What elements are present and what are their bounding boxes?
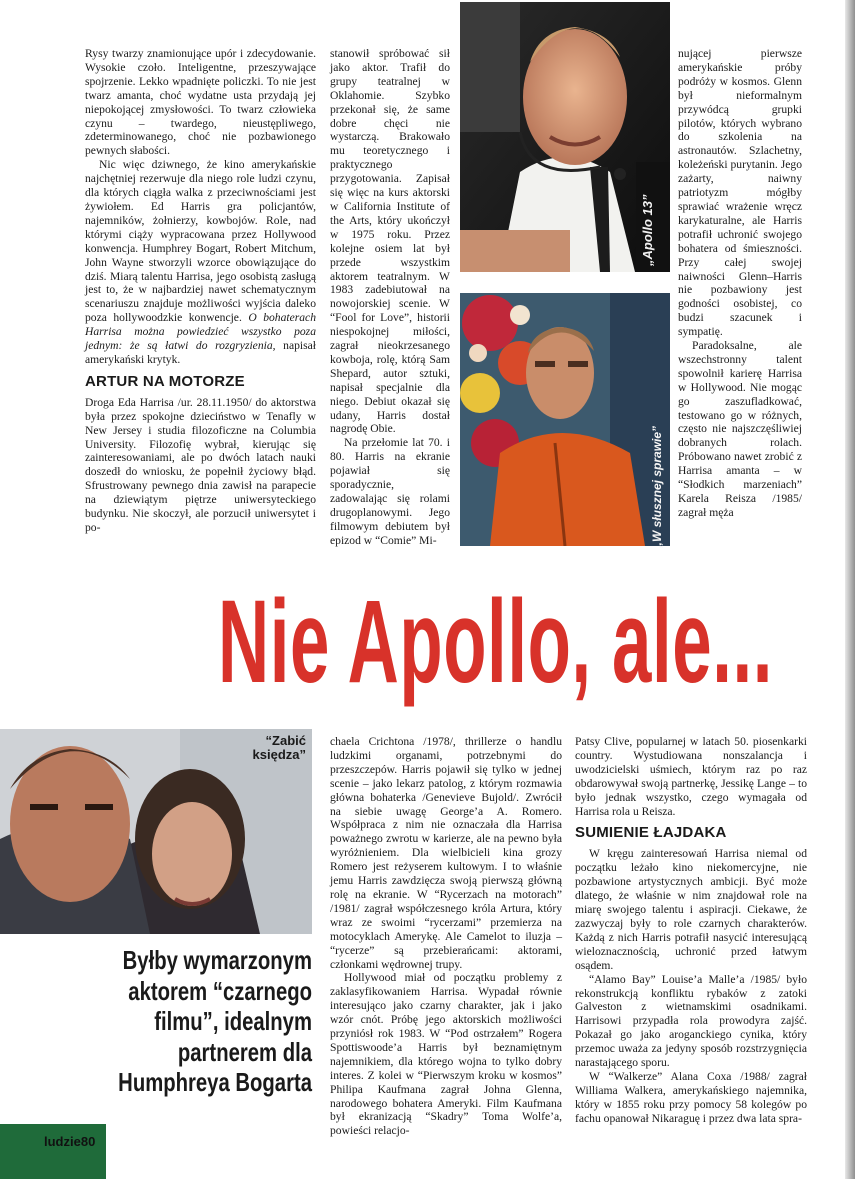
footer-bar — [0, 1124, 106, 1179]
top-column-3 — [678, 47, 802, 520]
bottom-column-2 — [575, 735, 807, 1126]
paragraph: Hollywood miał od początku problemy z zaklasyfikowaniem Harrisa. Wypadał równie interesująco jako czarny charakter, jak i jako wzór cnót. Próbę jego aktorskich możliwości przyniósł rok 1983. W “Pod ostrzałem” Rogera Spottiswoode’a Harris był beznamiętnym najemnikiem, dla którego wojna to tylko dobry interes. Z kolei w “Pierwszym kroku w kosmos” Philipa Kaufmana zagrał Johna Glenna, narodowego bohatera Ameryki. Film Kaufmana był ekranizacją “Skadry” Toma Wolfe’a, powieści relacjo- — [330, 971, 562, 1138]
caption-zabic-ksiedza — [240, 734, 306, 762]
magazine-name: ludzie — [44, 1134, 81, 1149]
caption-line: “Zabić — [265, 733, 306, 748]
paragraph: “Alamo Bay” Louise’a Malle’a /1985/ było rekonstrukcją konfliktu rybaków z zatoki Galveston z wietnamskimi osadnikami. Harrisowi przypadła rola prowodyra zajść. Pokazał go jako aroganckiego cynika, który przemoc uważa za jedyny sposób rozstrzygnięcia narastającego sporu. — [575, 972, 807, 1070]
paragraph: W kręgu zainteresowań Harrisa niemal od początku leżało kino niekomercyjne, nie pozbawione artystycznych ambicji. Być może dlatego, że właśnie w nim znajdował role na miarę swojego talentu i aspiracji. Ciekawe, że zazwyczaj były to role czarnych charakterów. Każdą z nich Harris potrafił nasycić interesującą wieloznacznością, uchronić przed łatwym osądem. — [575, 847, 807, 972]
photo-w-slusznej-sprawie-image — [460, 293, 670, 546]
section-heading: SUMIENIE ŁAJDAKA — [575, 824, 727, 842]
paragraph: Na przełomie lat 70. i 80. Harris na ekranie pojawiał się sporadycznie, zadowalając się rolami drugoplanowymi. Jego filmowym debiutem był epizod w “Comie” Mi- — [330, 436, 450, 547]
caption-w-slusznej-sprawie — [650, 388, 664, 548]
paragraph: W “Walkerze” Alana Coxa /1988/ zagrał Williama Walkera, amerykańskiego najemnika, który w 1855 roku przy pomocy 58 kolegów po fachu opanował Nikaraguę i przez dwa lata spra- — [575, 1069, 807, 1125]
caption-line: księdza” — [252, 747, 306, 762]
paragraph: chaela Crichtona /1978/, thrillerze o handlu ludzkimi organami, potrzebnymi do przeszczepów. Harris pojawił się tylko w jednej scenie – jako lekarz patolog, z którym rozmawia główna bohaterka /Genevieve Bujold/. Zwrócił na siebie uwagę George’a A. Romero. Współpraca z nim nie oznaczała dla Harrisa poważnego zwrotu w karierze, ale na pewno była wyróżnieniem. Dla wielbicieli kina grozy Romero jest reżyserem kultowym. I to właśnie jemu Harris zawdzięcza swoją pierwszą główną rolę na ekranie. W “Rycerzach na motorach” /1981/ zagrał współczesnego króla Artura, który wraz ze swoimi “rycerzami” przemierza na motocyklach Amerykę. Ale Camelot to iluzja – “rycerze” są przebierańcami: aktorami, członkami wędrownej trupy. — [330, 735, 562, 971]
paragraph — [85, 158, 316, 367]
photo-apollo-13-image — [460, 2, 670, 272]
article-title: Nie Apollo, ale... — [218, 576, 774, 708]
section-heading: ARTUR NA MOTORZE — [85, 372, 245, 390]
page-number: 80 — [80, 1134, 96, 1149]
paragraph: stanowił spróbować sił jako aktor. Trafił do grupy teatralnej w Oklahomie. Szybko przekonał się, że same dobre chęci nie wystarczą. Brakowało mu teoretycznego i praktycznego przygotowania. Zapisał się więc na kurs aktorski w California Institute of the Arts, który ukończył w 1975 roku. Przez kolejne osiem lat był przede wszystkim aktorem teatralnym. W 1983 zadebiutował na nowojorskiej scenie. W “Fool for Love”, historii niespokojnej miłości, zagrał nieokrzesanego kowboja, rolę, którą Sam Shepard, autor sztuki, napisał specjalnie dla niego. Debiut okazał się udany, Harris dostał nagrodę Obie. — [330, 47, 450, 436]
paragraph: nującej pierwsze amerykańskie próby podróży w kosmos. Glenn był nieformalnym przywódcą grupki pilotów, których wybrano do szkolenia na astronautów. Szlachetny, koleżeński purytanin. Jego zażarty, naiwny patriotyzm mógłby sprawiać wrażenie wręcz karykaturalne, ale Harris potrafił uchronić swojego bohatera od śmieszności. Przy całej swojej naiwności Glenn–Harris nie pozbawiony jest godności osobistej, co budzi szacunek i sympatię. — [678, 47, 802, 339]
paragraph: Rysy twarzy znamionujące upór i zdecydowanie. Wysokie czoło. Inteligentne, przeszywające spojrzenie. Lekko wpadnięte policzki. To nie jest twarz amanta, choć wydatne usta przydają jej niepokojącej zmysłowości. To twarz człowieka czynu – twardego, nieustępliwego, zdeterminowanego, choć nie pozbawionego pewnych słabości. — [85, 47, 316, 158]
top-column-1 — [85, 47, 316, 535]
critic-quote: O bohaterach Harrisa można powiedzieć wszystko poza jednym: że są łatwi do rozgryzienia, — [85, 311, 316, 353]
caption-text: „W słusznej sprawie” — [650, 425, 664, 548]
page-folio — [44, 1134, 95, 1149]
paragraph: Droga Eda Harrisa /ur. 28.11.1950/ do aktorstwa była przez spokojne dzieciństwo w Tenafly w New Jersey i studia filozoficzne na Columbia University. Filozofię wybrał, kierując się zainteresowaniami, ale po dwóch latach nauki doszedł do wniosku, że popełnił życiowy błąd. Sfrustrowany pewnego dnia zawisł na parapecie na dziewiątym piętrze uniwersyteckiego budynku. Nie skoczył, ale porzucił uniwersytet i po- — [85, 395, 316, 534]
paragraph: Patsy Clive, popularnej w latach 50. piosenkarki country. Wystudiowana nonszalancja i uwodzicielski uśmiech, którym raz po raz obdarowywał swoją partnerkę, Jessikę Lange – to było jednak wszystko, czego wymagała od Harrisa rola u Reisza. — [575, 735, 807, 818]
caption-apollo-13 — [640, 176, 660, 266]
pull-quote: Byłby wymarzonym aktorem “czarnego filmu”, idealnym partnerem dla Humphreya Bogarta — [118, 945, 312, 1097]
photo-apollo-13 — [460, 2, 670, 272]
top-column-2 — [330, 47, 450, 548]
paragraph: Paradoksalne, ale wszechstronny talent spowolnił karierę Harrisa w Hollywood. Nie mogąc go zaszufladkować, testowano go w różnych, często nie najszczęśliwiej dobranych rolach. Próbowano nawet zrobić z Harrisa amanta – w “Słodkich marzeniach” Karela Reisza /1985/ zagrał męża — [678, 339, 802, 519]
page-edge — [845, 0, 855, 1179]
photo-w-slusznej-sprawie — [460, 293, 670, 546]
bottom-column-1 — [330, 735, 562, 1138]
paragraph-text: napisał amerykański krytyk. — [85, 339, 316, 366]
paragraph-text: Nic więc dziwnego, że kino amerykańskie najchętniej rezerwuje dla niego role ludzi czynu, dla których ciągła walka z przeciwnościami jest żywiołem. Ed Harris gra policjantów, najemników, żołnierzy, kowbojów. Role, nad którymi ciąży wypracowana przez Hollywood konwencja. Humphrey Bogart, Robert Mitchum, John Wayne stworzyli wzorce obowiązujące do dziś. Miarą talentu Harrisa, jego osobistą zasługą jest to, że w najbardziej nawet schematycznym scenariuszu znajduje możliwości wyjścia daleko poza hollywoodzkie konwencje. — [85, 158, 316, 325]
caption-text: „Apollo 13” — [640, 194, 655, 266]
